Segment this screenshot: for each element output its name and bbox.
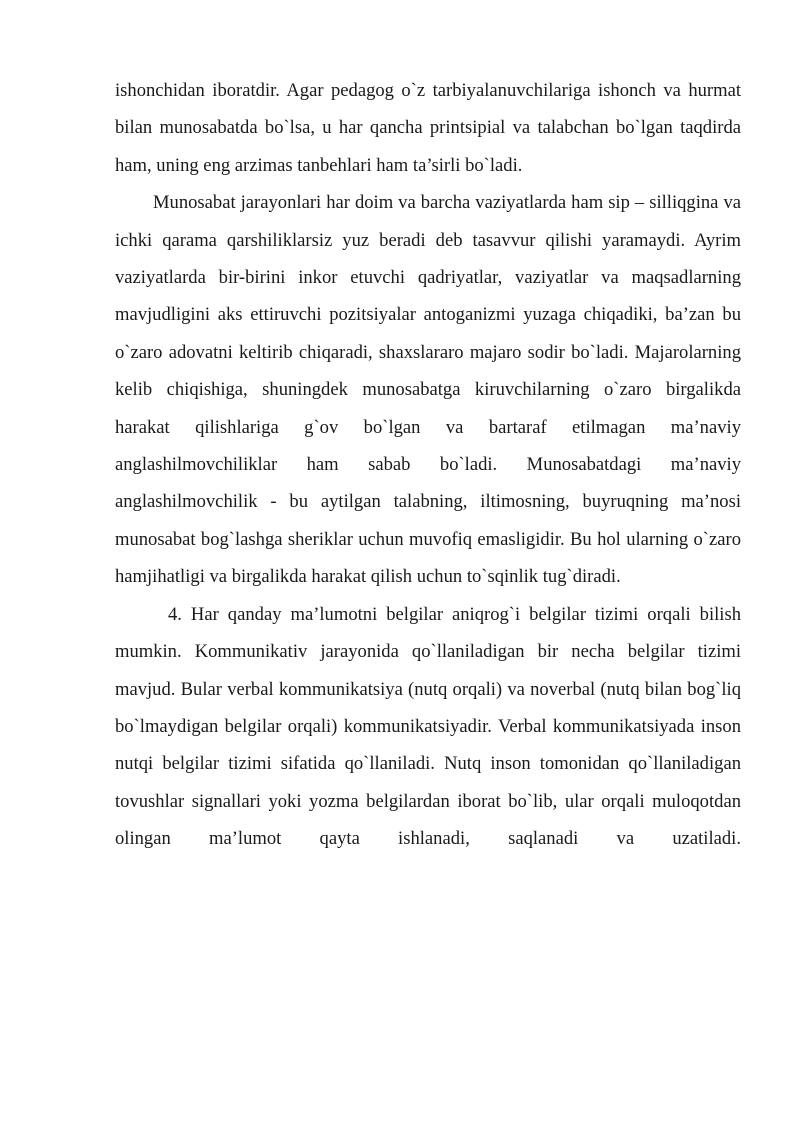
document-body bbox=[115, 72, 741, 858]
paragraph-conflicts: Munosabat jarayonlari har doim va barcha vaziyatlarda ham sip – silliqgina va ichki qarama qarshiliklarsiz yuz beradi deb tasavvur qilishi yaramaydi. Ayrim vaziyatlarda bir-birini inkor etuvchi qadriyatlar, vaziyatlar va maqsadlarning mavjudligini aks ettiruvchi pozitsiyalar antoganizmi yuzaga chiqadiki, ba’zan bu o`zaro adovatni keltirib chiqaradi, shaxslararo majaro sodir bo`ladi. Majarolarning kelib chiqishiga, shuningdek munosabatga kiruvchilarning o`zaro birgalikda harakat qilishlariga g`ov bo`lgan va bartaraf etilmagan ma’naviy anglashilmovchiliklar ham sabab bo`ladi. Munosabatdagi ma’naviy anglashilmovchilik - bu aytilgan talabning, iltimosning, buyruqning ma’nosi munosabat bog`lashga sheriklar uchun muvofiq emasligidir. Bu hol ularning o`zaro hamjihatligi va birgalikda harakat qilish uchun to`sqinlik tug`diradi. bbox=[115, 192, 741, 588]
paragraph-continuation: ishonchidan iboratdir. Agar pedagog o`z tarbiyalanuvchilariga ishonch va hurmat bilan munosabatda bo`lsa, u har qancha printsipial va talabchan bo`lgan taqdirda ham, uning eng arzimas tanbehlari ham ta’sirli bo`ladi. bbox=[115, 80, 741, 176]
paragraph-sign-systems: 4. Har qanday ma’lumotni belgilar aniqrog`i belgilar tizimi orqali bilish mumkin. Kommunikativ jarayonida qo`llaniladigan bir necha belgilar tizimi mavjud. Bular verbal kommunikatsiya (nutq orqali) va noverbal (nutq bilan bog`liq bo`lmaydigan belgilar orqali) kommunikatsiyadir. Verbal kommunikatsiyada inson nutqi belgilar tizimi sifatida qo`llaniladi. Nutq inson tomonidan qo`llaniladigan tovushlar signallari yoki yozma belgilardan iborat bo`lib, ular orqali muloqotdan olingan ma’lumot qayta ishlanadi, saqlanadi va uzatiladi. bbox=[115, 603, 741, 850]
